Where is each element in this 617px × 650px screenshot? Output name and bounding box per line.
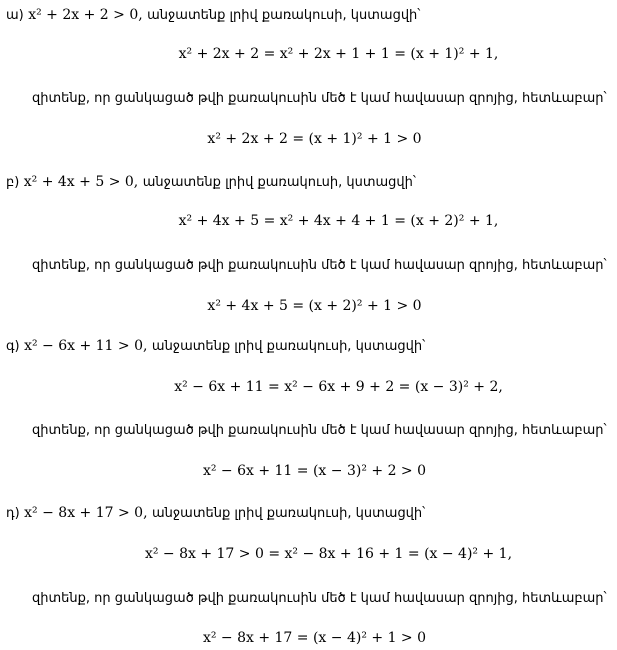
section-a-derivation: x² + 2x + 2 = x² + 2x + 1 + 1 = (x + 1)² + 1, bbox=[178, 46, 499, 62]
section-label: գ) bbox=[6, 339, 20, 354]
section-a-conclusion: x² + 2x + 2 = (x + 1)² + 1 > 0 bbox=[207, 131, 422, 147]
section-label: բ) bbox=[6, 175, 20, 190]
section-d-heading bbox=[6, 504, 425, 523]
section-d-derivation: x² − 8x + 17 > 0 = x² − 8x + 16 + 1 = (x − 4)² + 1, bbox=[144, 546, 513, 562]
section-b-note: զիտենք, որ ցանկացած թվի քառակուսին մեծ է կամ հավասար զրոյից, հետևաբար՝ bbox=[32, 258, 607, 273]
section-intro: անջատենք լրիվ քառակուսի, կստացվի՝ bbox=[151, 339, 426, 354]
section-condition: x² + 4x + 5 > 0, bbox=[23, 174, 139, 190]
section-condition: x² − 8x + 17 > 0, bbox=[24, 505, 148, 521]
section-intro: անջատենք լրիվ քառակուսի, կստացվի՝ bbox=[151, 506, 426, 521]
section-intro: անջատենք լրիվ քառակուսի, կստացվի՝ bbox=[142, 175, 416, 190]
section-a-note: զիտենք, որ ցանկացած թվի քառակուսին մեծ է կամ հավասար զրոյից, հետևաբար՝ bbox=[32, 91, 607, 106]
section-label: ա) bbox=[6, 8, 24, 23]
section-c-heading bbox=[6, 337, 425, 356]
section-c-conclusion: x² − 6x + 11 = (x − 3)² + 2 > 0 bbox=[202, 463, 427, 479]
section-label: դ) bbox=[6, 506, 20, 521]
section-b-derivation: x² + 4x + 5 = x² + 4x + 4 + 1 = (x + 2)² + 1, bbox=[178, 213, 499, 229]
section-b-heading bbox=[6, 173, 416, 192]
section-a-heading bbox=[6, 6, 420, 25]
section-condition: x² + 2x + 2 > 0, bbox=[28, 7, 143, 23]
section-intro: անջատենք լրիվ քառակուսի, կստացվի՝ bbox=[147, 8, 421, 23]
section-c-derivation: x² − 6x + 11 = x² − 6x + 9 + 2 = (x − 3)² + 2, bbox=[174, 379, 503, 395]
section-b-conclusion: x² + 4x + 5 = (x + 2)² + 1 > 0 bbox=[207, 298, 422, 314]
section-d-conclusion: x² − 8x + 17 = (x − 4)² + 1 > 0 bbox=[202, 630, 427, 646]
section-condition: x² − 6x + 11 > 0, bbox=[24, 338, 148, 354]
section-c-note: զիտենք, որ ցանկացած թվի քառակուսին մեծ է կամ հավասար զրոյից, հետևաբար՝ bbox=[32, 423, 607, 438]
section-d-note: զիտենք, որ ցանկացած թվի քառակուսին մեծ է կամ հավասար զրոյից, հետևաբար՝ bbox=[32, 591, 607, 606]
